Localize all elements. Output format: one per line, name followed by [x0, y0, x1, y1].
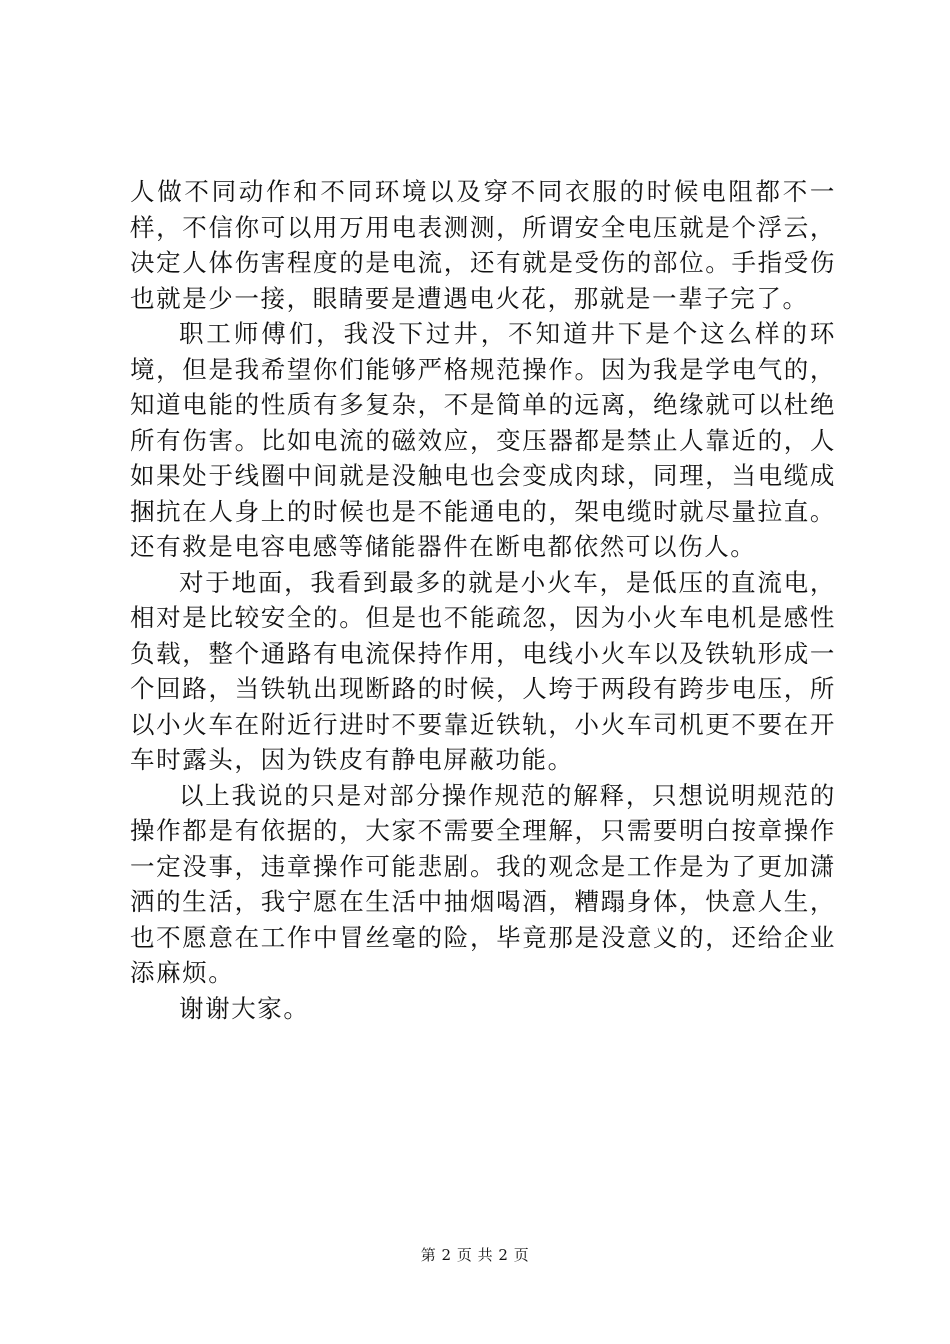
paragraph-thanks: 谢谢大家。	[179, 993, 310, 1023]
paragraph-conclusion: 以上我说的只是对部分操作规范的解释，只想说明规范的操作都是有依据的，大家不需要全理解，只需要明白按章操作一定没事，违章操作可能悲剧。我的观念是工作是为了更加潇洒的生活，我宁愿在生活中抽烟喝酒，糟蹋身体，快意人生，也不愿意在工作中冒丝毫的险，毕竟那是没意义的，还给企业添麻烦。	[130, 780, 836, 987]
page-number-footer: 第 2 页 共 2 页	[420, 1246, 530, 1264]
paragraph-workers-address: 职工师傅们，我没下过井，不知道井下是个这么样的环境，但是我希望你们能够严格规范操作。因为我是学电气的，知道电能的性质有多复杂，不是简单的远离，绝缘就可以杜绝所有伤害。比如电流的磁效应，变压器都是禁止人靠近的，人如果处于线圈中间就是没触电也会变成肉球，同理，当电缆成捆抗在人身上的时候也是不能通电的，架电缆时就尽量拉直。还有救是电容电感等储能器件在断电都依然可以伤人。	[130, 319, 836, 561]
paragraph-small-train: 对于地面，我看到最多的就是小火车，是低压的直流电，相对是比较安全的。但是也不能疏忽，因为小火车电机是感性负载，整个通路有电流保持作用，电线小火车以及铁轨形成一个回路，当铁轨出现断路的时候，人垮于两段有跨步电压，所以小火车在附近行进时不要靠近铁轨，小火车司机更不要在开车时露头，因为铁皮有静电屏蔽功能。	[130, 567, 836, 774]
document-body	[130, 174, 836, 1026]
paragraph-continuation: 人做不同动作和不同环境以及穿不同衣服的时候电阻都不一样，不信你可以用万用电表测测，所谓安全电压就是个浮云，决定人体伤害程度的是电流，还有就是受伤的部位。手指受伤也就是少一接，眼睛要是遭遇电火花，那就是一辈子完了。	[130, 177, 836, 313]
